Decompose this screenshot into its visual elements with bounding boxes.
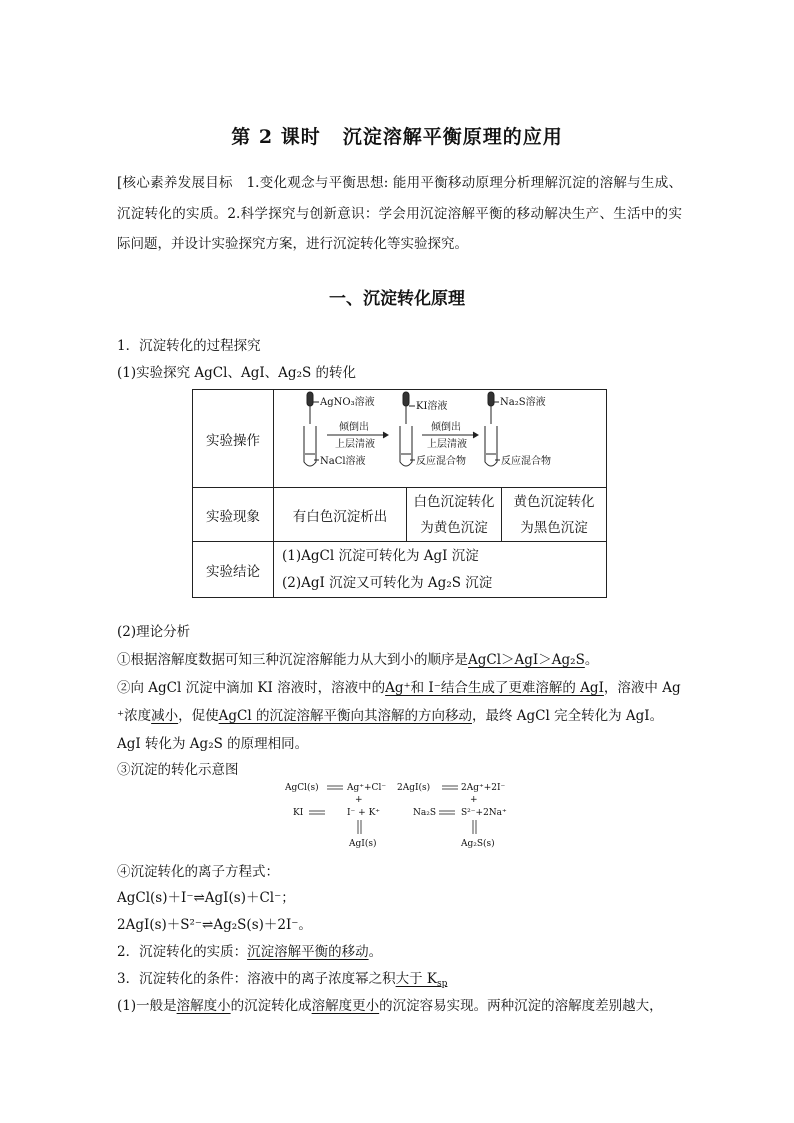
diagram-r3: Na₂S	[413, 808, 437, 818]
equation-2: 2AgI(s)＋S²⁻⇌Ag₂S(s)＋2I⁻。	[117, 917, 312, 933]
analysis-2-line-3: AgI 转化为 Ag₂S 的原理相同。	[117, 736, 309, 752]
analysis-2-line-2: ⁺浓度减小，促使AgCl 的沉淀溶解平衡向其溶解的方向移动，最终 AgCl 完全转化为 AgI。	[117, 708, 664, 724]
reagent-label-1: AgNO₃溶液	[320, 397, 375, 408]
label-conclusion: 实验结论	[193, 542, 274, 598]
diagram-plus-2: +	[470, 795, 478, 805]
phenomenon-2: 白色沉淀转化 为黄色沉淀	[407, 488, 502, 542]
phenomenon-1: 有白色沉淀析出	[274, 488, 407, 542]
diagram-l3: KI	[293, 808, 304, 818]
diagram-l1: AgCl(s)	[285, 783, 319, 793]
test-tube-diagram	[277, 390, 603, 483]
page-title: 第 2 课时 沉淀溶解平衡原理的应用	[231, 126, 563, 148]
apparatus-diagram	[274, 390, 607, 488]
arrow-1-top: 倾倒出	[339, 422, 369, 433]
arrow-2-bottom: 上层清液	[427, 439, 467, 450]
diagram-r5: Ag₂S(s)	[461, 839, 495, 849]
diagram-l2: Ag⁺+Cl⁻	[347, 783, 387, 793]
item-1-sub-2: (2)理论分析	[117, 624, 191, 640]
diagram-l5: AgI(s)	[349, 839, 377, 849]
experiment-table	[192, 389, 607, 598]
label-operation: 实验操作	[193, 390, 274, 488]
diagram-plus-1: +	[355, 795, 363, 805]
arrow-1-bottom: 上层清液	[335, 439, 375, 450]
reagent-label-3: Na₂S溶液	[500, 397, 546, 408]
item-4-line: (1)一般是溶解度小的沉淀转化成溶解度更小的沉淀容易实现。两种沉淀的溶解度差别越大，	[117, 998, 663, 1014]
label-phenomenon: 实验现象	[193, 488, 274, 542]
item-3: 3．沉淀转化的条件：溶液中的离子浓度幂之积大于 $K_{sp}$	[117, 971, 448, 989]
analysis-4: ④沉淀转化的离子方程式：	[117, 864, 279, 880]
arrow-2-top: 倾倒出	[431, 422, 461, 433]
analysis-1: ①根据溶解度数据可知三种沉淀溶解能力从大到小的顺序是AgCl＞AgI＞Ag₂S。	[117, 652, 599, 668]
learning-goals: [核心素养发展目标 1.变化观念与平衡思想: 能用平衡移动原理分析理解沉淀的溶解与生成、沉淀转化的实质。2.科学探究与创新意识：学会用沉淀溶解平衡的移动解决生产、生活中的实际问题，并设计实验探究方案，进行沉淀转化等实验探究。	[117, 175, 682, 252]
tube-label-3: 反应混合物	[501, 456, 551, 467]
tube-label-1: NaCl溶液	[320, 456, 366, 467]
test-tube-1	[304, 392, 316, 466]
phenomenon-3: 黄色沉淀转化 为黑色沉淀	[502, 488, 607, 542]
diagram-r4: S²⁻+2Na⁺	[461, 808, 507, 818]
analysis-3: ③沉淀的转化示意图	[117, 762, 239, 778]
analysis-2-line-1: ②向 AgCl 沉淀中滴加 KI 溶液时，溶液中的Ag⁺和 I⁻结合生成了更难溶解的 AgI，溶液中 Ag	[117, 680, 681, 696]
diagram-r1: 2AgI(s)	[397, 783, 431, 793]
diagram-r2: 2Ag⁺+2I⁻	[461, 783, 506, 793]
conversion-diagram	[285, 780, 515, 850]
conclusion-cell: (1)AgCl 沉淀可转化为 AgI 沉淀 (2)AgI 沉淀又可转化为 Ag₂S 沉淀	[274, 542, 607, 598]
test-tube-3	[485, 392, 497, 466]
test-tube-2	[400, 392, 412, 466]
tube-label-2: 反应混合物	[416, 456, 466, 467]
item-1-sub-1: (1)实验探究 AgCl、AgI、Ag₂S 的转化	[117, 365, 357, 381]
equation-1: AgCl(s)＋I⁻⇌AgI(s)＋Cl⁻；	[117, 890, 295, 906]
answer-order: AgCl＞AgI＞Ag₂S	[468, 652, 585, 668]
section-title: 一、沉淀转化原理	[329, 289, 465, 309]
diagram-l4: I⁻ + K⁺	[347, 808, 381, 818]
item-1-heading: 1．沉淀转化的过程探究	[117, 338, 261, 354]
item-2: 2．沉淀转化的实质：沉淀溶解平衡的移动。	[117, 944, 383, 960]
reagent-label-2: KI溶液	[416, 401, 448, 412]
